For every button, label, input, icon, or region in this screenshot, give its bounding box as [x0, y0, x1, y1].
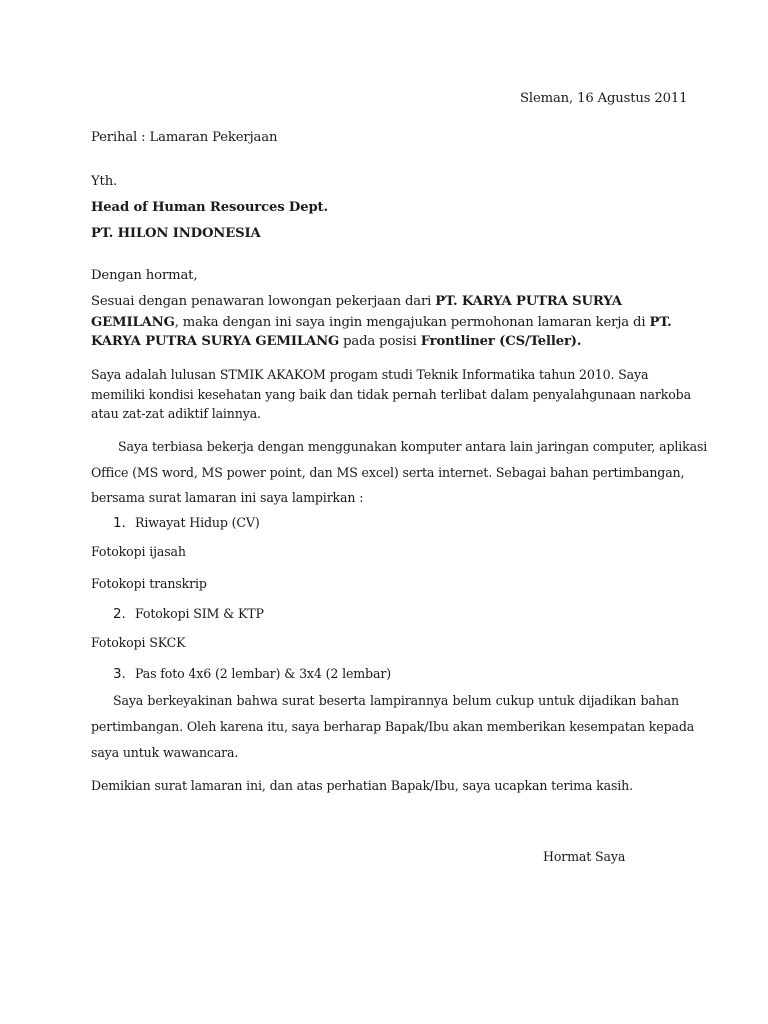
intro-line-1: Sesuai dengan penawaran lowongan pekerjaan dari PT. KARYA PUTRA SURYA	[91, 294, 622, 309]
intro-line-2: GEMILANG, maka dengan ini saya ingin mengajukan permohonan lamaran kerja di PT.	[91, 315, 672, 330]
education-line-2: memiliki kondisi kesehatan yang baik dan tidak pernah terlibat dalam penyalahgunaan narkoba	[91, 387, 691, 402]
hope-line-2: pertimbangan. Oleh karena itu, saya berharap Bapak/Ibu akan memberikan kesempatan kepada	[91, 719, 695, 734]
list-number: 1.	[113, 515, 126, 531]
intro-line-3: KARYA PUTRA SURYA GEMILANG pada posisi Frontliner (CS/Teller).	[91, 334, 582, 349]
attachment-plain-2: Fotokopi transkrip	[91, 576, 207, 591]
recipient-title: Head of Human Resources Dept.	[91, 200, 328, 215]
skills-line-3: bersama surat lamaran ini saya lampirkan :	[91, 490, 364, 505]
skills-line-1: Saya terbiasa bekerja dengan menggunakan komputer antara lain jaringan computer, aplikasi	[118, 439, 708, 454]
date-line: Sleman, 16 Agustus 2011	[520, 91, 688, 106]
attachment-item-1: 1. Riwayat Hidup (CV)	[113, 515, 260, 531]
list-number: 2.	[113, 606, 126, 622]
education-line-1: Saya adalah lulusan STMIK AKAKOM progam studi Teknik Informatika tahun 2010. Saya	[91, 367, 649, 382]
attachment-item-3: 3. Pas foto 4x6 (2 lembar) & 3x4 (2 lembar)	[113, 666, 391, 682]
hope-line-3: saya untuk wawancara.	[91, 745, 239, 760]
attachment-plain-1: Fotokopi ijasah	[91, 544, 186, 559]
greeting: Dengan hormat,	[91, 268, 198, 283]
sign-off: Hormat Saya	[543, 849, 626, 864]
recipient-company: PT. HILON INDONESIA	[91, 226, 261, 241]
list-number: 3.	[113, 666, 126, 682]
subject-line: Perihal : Lamaran Pekerjaan	[91, 130, 278, 145]
salutation-to: Yth.	[91, 174, 118, 189]
attachment-plain-3: Fotokopi SKCK	[91, 635, 186, 650]
education-line-3: atau zat-zat adiktif lainnya.	[91, 406, 261, 421]
skills-line-2: Office (MS word, MS power point, dan MS excel) serta internet. Sebagai bahan pertimbangan,	[91, 465, 685, 480]
hope-line-1: Saya berkeyakinan bahwa surat beserta lampirannya belum cukup untuk dijadikan bahan	[113, 693, 679, 708]
closing-line: Demikian surat lamaran ini, dan atas perhatian Bapak/Ibu, saya ucapkan terima kasih.	[91, 778, 633, 793]
attachment-item-2: 2. Fotokopi SIM & KTP	[113, 606, 264, 622]
